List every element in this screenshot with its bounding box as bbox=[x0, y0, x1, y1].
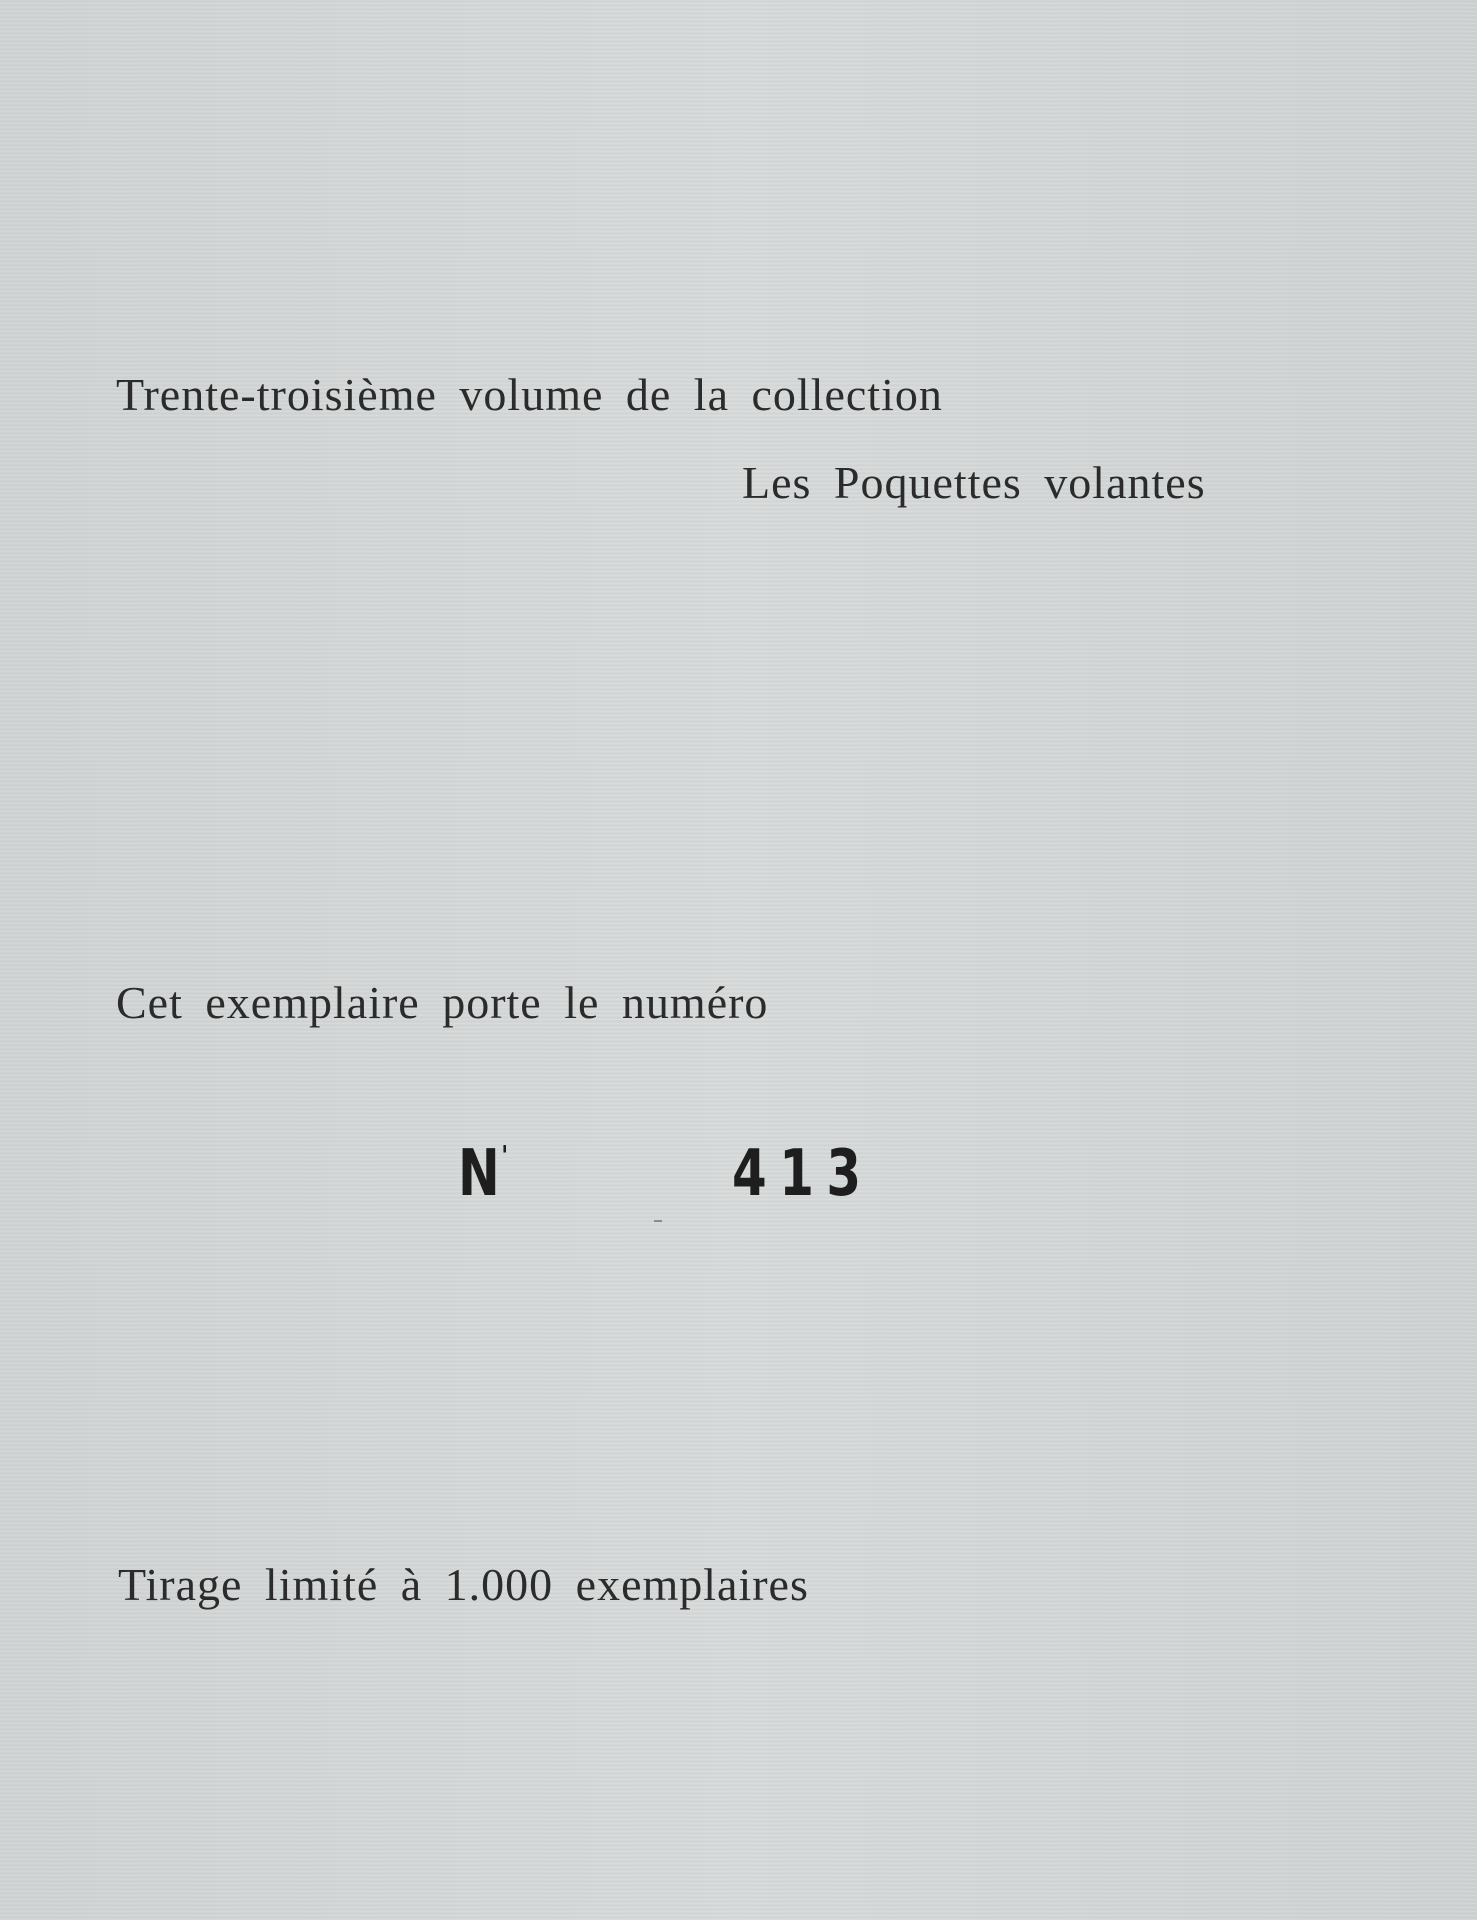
collection-volume-text: Trente-troisième volume de la collection bbox=[116, 369, 943, 420]
stamp-prefix-mark: ' bbox=[501, 1139, 509, 1172]
collection-name-text: Les Poquettes volantes bbox=[742, 457, 1206, 508]
ink-speck bbox=[654, 1220, 662, 1222]
copy-number-intro: Cet exemplaire porte le numéro bbox=[116, 977, 769, 1028]
stamp-number-prefix bbox=[458, 1137, 509, 1211]
print-run-text: Tirage limité à 1.000 exemplaires bbox=[118, 1559, 809, 1610]
stamp-copy-number: 413 bbox=[732, 1137, 874, 1211]
stamp-prefix-letter: N bbox=[458, 1137, 500, 1211]
